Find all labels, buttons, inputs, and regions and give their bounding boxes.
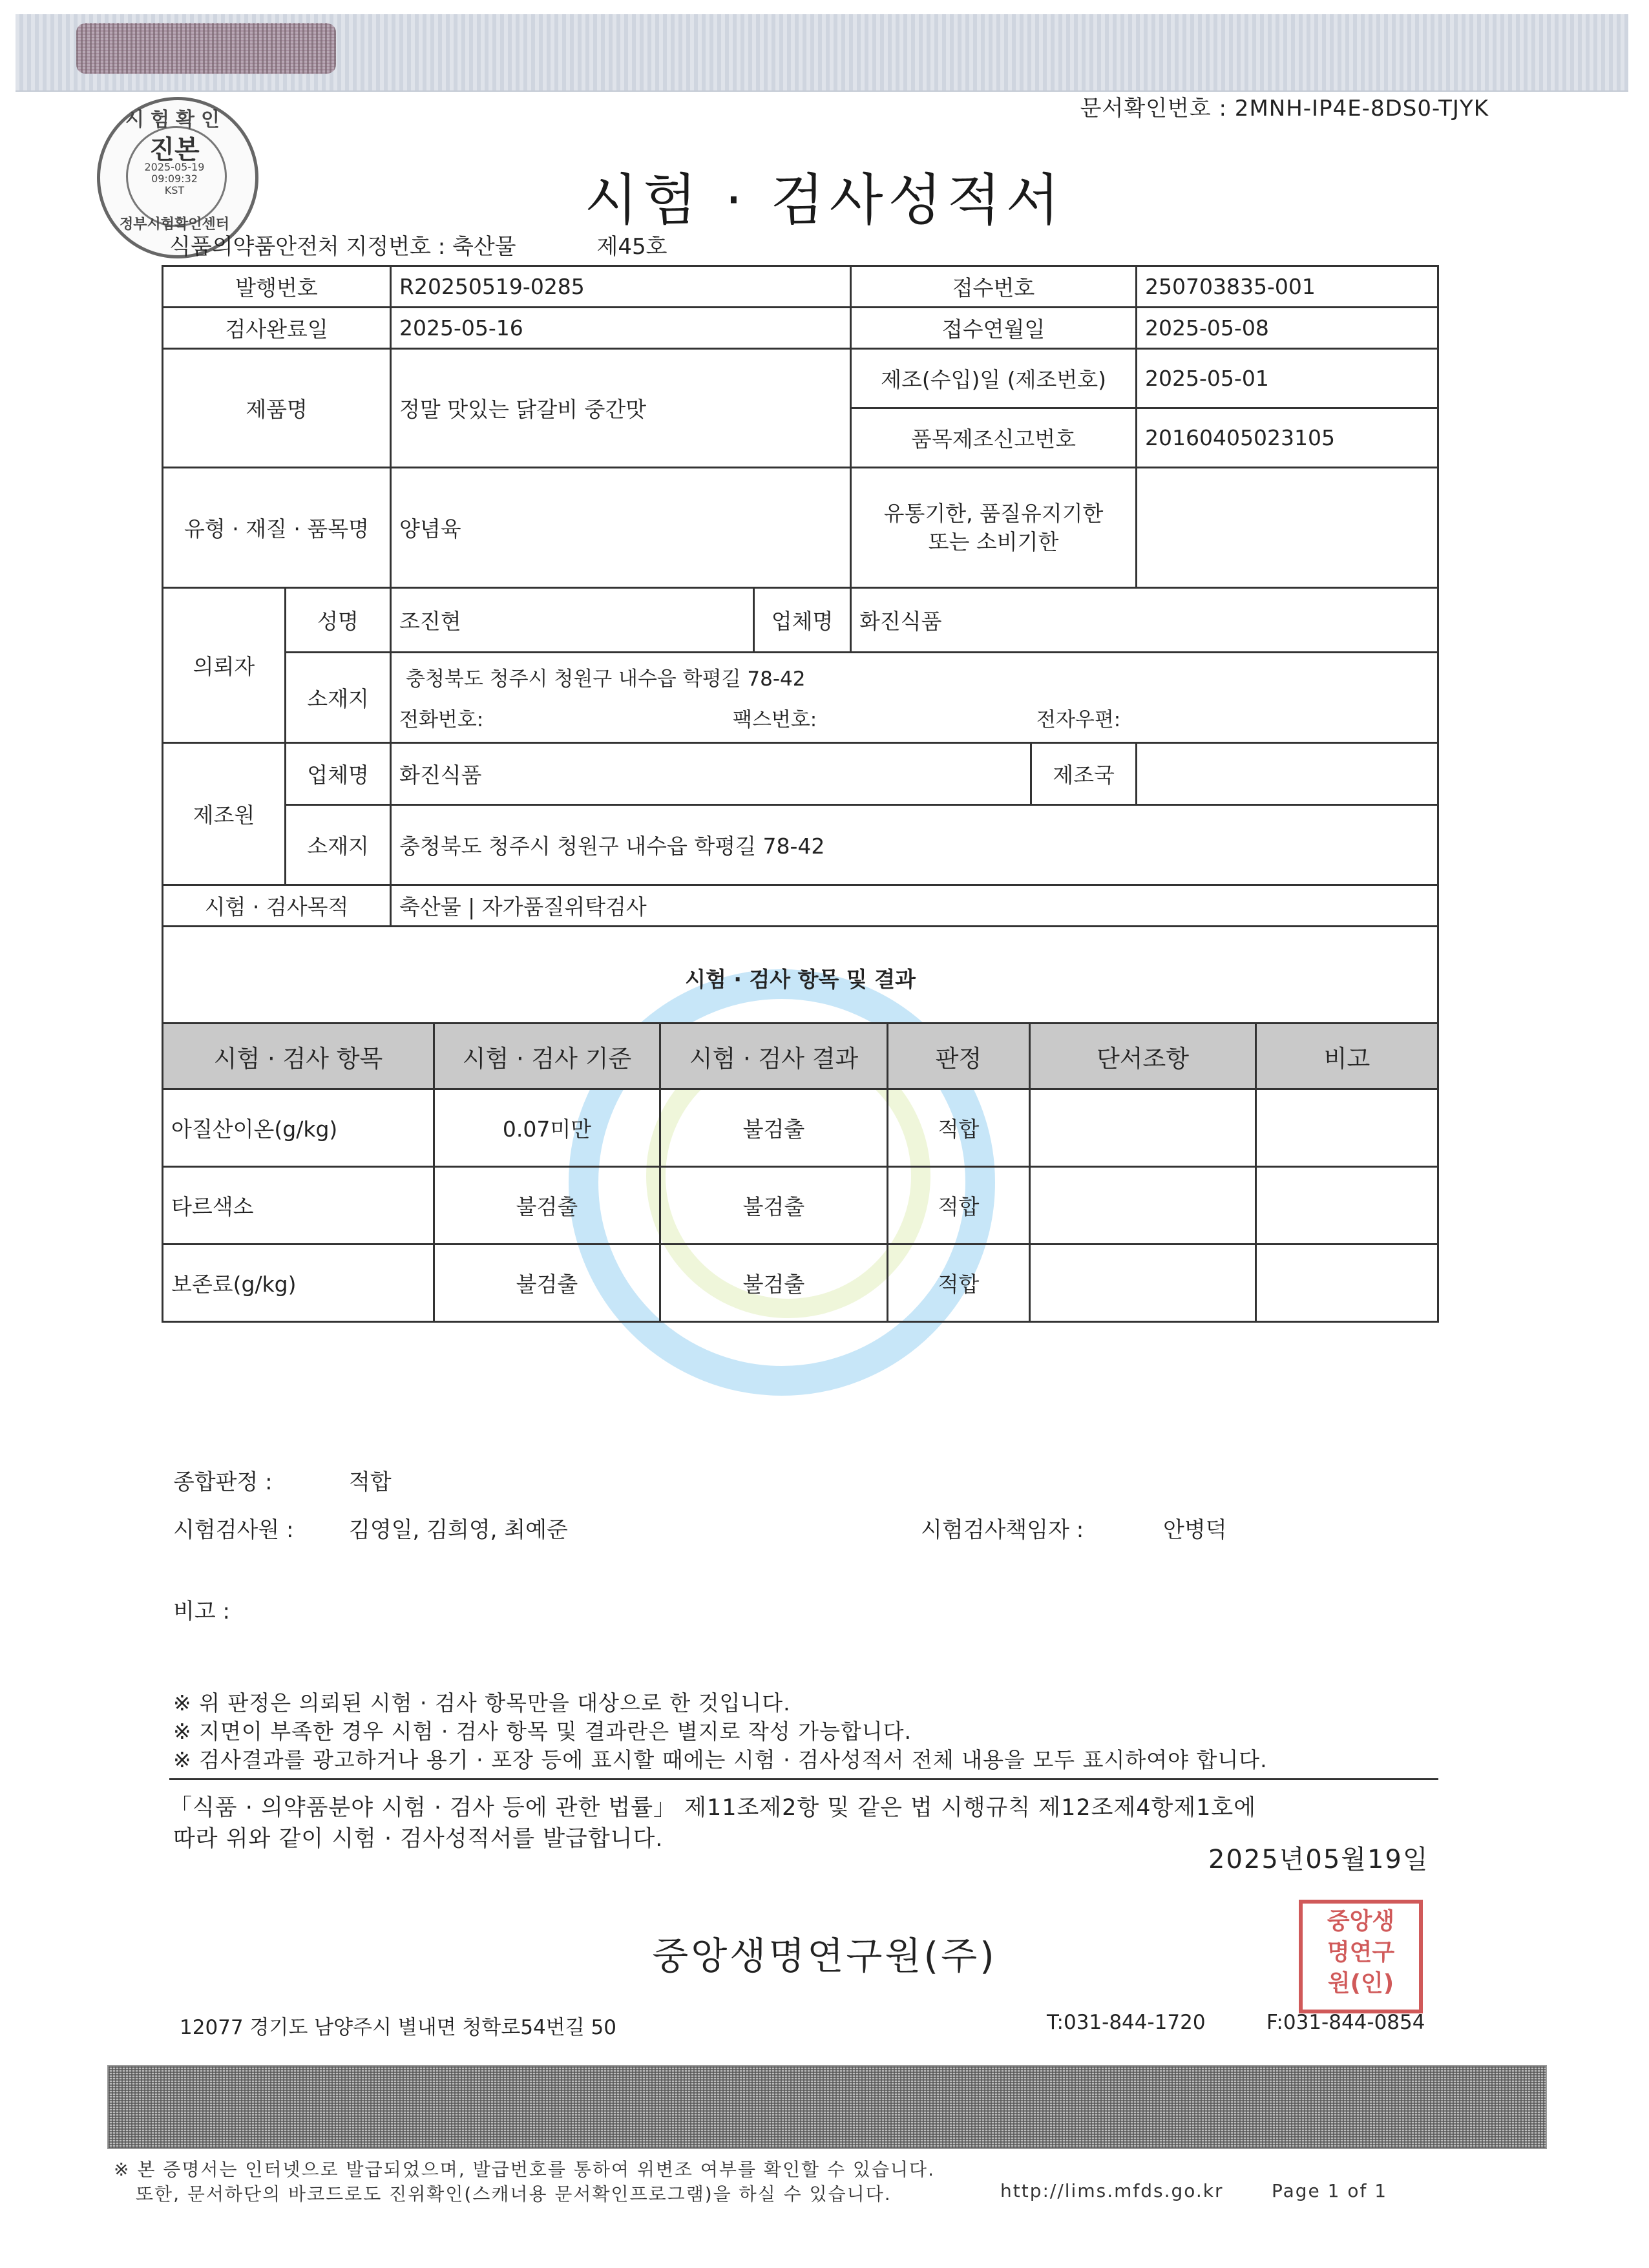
complete-date-label: 검사완료일 <box>163 308 391 349</box>
stamp-line-2: 명연구 <box>1327 1939 1395 1966</box>
col-header-result: 시험 · 검사 결과 <box>660 1024 888 1089</box>
purpose-value: 축산물 | 자가품질위탁검사 <box>391 885 1438 927</box>
receipt-date-value: 2025-05-08 <box>1137 308 1438 349</box>
receipt-no-label: 접수번호 <box>851 266 1137 308</box>
requester-address-cell <box>391 653 1438 743</box>
expiry-label-line2: 또는 소비기한 <box>928 529 1059 554</box>
requester-name-value: 조진현 <box>391 588 754 653</box>
col-header-standard: 시험 · 검사 기준 <box>434 1024 660 1089</box>
issuer-address: 12077 경기도 남양주시 별내면 청학로54번길 50 <box>180 2016 616 2039</box>
result-verdict: 적합 <box>888 1167 1030 1244</box>
issuer-fax: F:031-844-0854 <box>1266 2011 1425 2034</box>
manufacturer-company-value: 화진식품 <box>391 743 1031 805</box>
top-barcode <box>76 23 336 74</box>
type-label: 유형 · 재질 · 품목명 <box>163 468 391 588</box>
page-indicator: Page 1 of 1 <box>1272 2180 1388 2201</box>
manufacturer-country-label: 제조국 <box>1031 743 1137 805</box>
footer-note-line-1: ※ 본 증명서는 인터넷으로 발급되었으며, 발급번호를 통하여 위변조 여부를 확인할 수 있습니다. <box>114 2159 935 2180</box>
requester-address-label: 소재지 <box>286 653 391 743</box>
bottom-barcode <box>107 2065 1547 2149</box>
result-item: 타르색소 <box>163 1167 434 1244</box>
result-value: 불검출 <box>660 1089 888 1167</box>
result-item: 아질산이온(g/kg) <box>163 1089 434 1167</box>
footer-note-line-2: 또한, 문서하단의 바코드로도 진위확인(스캐너용 문서확인프로그램)을 하실 수 있습니다. <box>136 2183 892 2205</box>
note-line-3: ※ 검사결과를 광고하거나 용기 · 포장 등에 표시할 때에는 시험 · 검사성적서 전체 내용을 모두 표시하여야 합니다. <box>173 1747 1268 1772</box>
remark-label: 비고 : <box>173 1599 230 1624</box>
seal-bottom-text: 정부시험확인센터 <box>119 216 230 233</box>
results-header-row <box>163 1024 1438 1089</box>
report-no-value: 20160405023105 <box>1137 408 1438 468</box>
results-table <box>162 1022 1439 1323</box>
requester-address-value: 충청북도 청주시 청원구 내수읍 학평길 78-42 <box>406 667 806 691</box>
document-title: 시험 · 검사성적서 <box>584 168 1065 233</box>
overall-verdict-label: 종합판정 : <box>173 1469 273 1495</box>
result-item: 보존료(g/kg) <box>163 1244 434 1322</box>
result-verdict: 적합 <box>888 1244 1030 1322</box>
table-row <box>163 1167 1438 1244</box>
receipt-no-value: 250703835-001 <box>1137 266 1438 308</box>
result-proviso <box>1030 1089 1256 1167</box>
col-header-item: 시험 · 검사 항목 <box>163 1024 434 1089</box>
requester-email-label: 전자우편: <box>1036 708 1121 731</box>
requester-company-value: 화진식품 <box>851 588 1438 653</box>
manufacturer-country-value <box>1137 743 1438 805</box>
testers-value: 김영일, 김희영, 최예준 <box>349 1517 568 1543</box>
seal-time: 09:09:32 <box>151 173 198 185</box>
document-confirm-number: 문서확인번호 : 2MNH-IP4E-8DS0-TJYK <box>1080 96 1489 121</box>
issuer-stamp <box>1299 1900 1423 2013</box>
issue-no-value: R20250519-0285 <box>391 266 851 308</box>
testers-label: 시험검사원 : <box>173 1517 294 1543</box>
designation-label: 식품의약품안전처 지정번호 : 축산물 <box>169 234 516 260</box>
result-remark <box>1256 1089 1438 1167</box>
manufacturer-group-label: 제조원 <box>163 743 286 885</box>
result-proviso <box>1030 1167 1256 1244</box>
result-remark <box>1256 1167 1438 1244</box>
issue-no-label: 발행번호 <box>163 266 391 308</box>
manager-value: 안병덕 <box>1163 1517 1227 1543</box>
seal-timezone: KST <box>164 184 185 196</box>
manufacturer-address-value: 충청북도 청주시 청원구 내수읍 학평길 78-42 <box>391 805 1438 885</box>
requester-fax-label: 팩스번호: <box>733 708 817 731</box>
issuer-name: 중앙생명연구원(주) <box>652 1934 997 1978</box>
designation-line <box>169 229 667 260</box>
legal-line-2: 따라 위와 같이 시험 · 검사성적서를 발급합니다. <box>173 1826 664 1852</box>
result-standard: 불검출 <box>434 1244 660 1322</box>
note-line-1: ※ 위 판정은 의뢰된 시험 · 검사 항목만을 대상으로 한 것입니다. <box>173 1690 791 1716</box>
result-verdict: 적합 <box>888 1089 1030 1167</box>
stamp-line-3: 원(인) <box>1327 1970 1394 1997</box>
seal-main-text: 진본 <box>149 135 200 165</box>
report-no-label: 품목제조신고번호 <box>851 408 1137 468</box>
designation-number: 제45호 <box>596 234 667 260</box>
result-remark <box>1256 1244 1438 1322</box>
footer-url-link[interactable]: http://lims.mfds.go.kr <box>1000 2180 1224 2201</box>
col-header-proviso: 단서조항 <box>1030 1024 1256 1089</box>
mfg-date-value: 2025-05-01 <box>1137 349 1438 408</box>
col-header-verdict: 판정 <box>888 1024 1030 1089</box>
requester-phone-label: 전화번호: <box>399 708 484 731</box>
seal-top-text: 시험확인 <box>125 109 226 131</box>
result-value: 불검출 <box>660 1244 888 1322</box>
requester-name-label: 성명 <box>286 588 391 653</box>
product-value: 정말 맛있는 닭갈비 중간맛 <box>391 349 851 468</box>
product-label: 제품명 <box>163 349 391 468</box>
col-header-remark: 비고 <box>1256 1024 1438 1089</box>
expiry-value <box>1137 468 1438 588</box>
divider-line <box>169 1778 1438 1780</box>
results-section-title: 시험 · 검사 항목 및 결과 <box>163 927 1438 1030</box>
issuer-tel: T:031-844-1720 <box>1047 2011 1206 2034</box>
manufacturer-address-label: 소재지 <box>286 805 391 885</box>
info-table <box>162 265 1439 1031</box>
result-standard: 0.07미만 <box>434 1089 660 1167</box>
overall-verdict-value: 적합 <box>349 1469 392 1495</box>
manufacturer-company-label: 업체명 <box>286 743 391 805</box>
seal-date: 2025-05-19 <box>144 161 205 173</box>
receipt-date-label: 접수연월일 <box>851 308 1137 349</box>
table-row <box>163 1089 1438 1167</box>
legal-line-1: 「식품 · 의약품분야 시험 · 검사 등에 관한 법률」 제11조제2항 및 같은 법 시행규칙 제12조제4항제1호에 <box>169 1795 1257 1821</box>
complete-date-value: 2025-05-16 <box>391 308 851 349</box>
stamp-line-1: 중앙생 <box>1327 1908 1395 1935</box>
purpose-label: 시험 · 검사목적 <box>163 885 391 927</box>
requester-group-label: 의뢰자 <box>163 588 286 743</box>
manager-label: 시험검사책임자 : <box>921 1517 1084 1543</box>
result-value: 불검출 <box>660 1167 888 1244</box>
result-proviso <box>1030 1244 1256 1322</box>
expiry-label <box>851 468 1137 588</box>
table-row <box>163 1244 1438 1322</box>
type-value: 양념육 <box>391 468 851 588</box>
note-line-2: ※ 지면이 부족한 경우 시험 · 검사 항목 및 결과란은 별지로 작성 가능합니다. <box>173 1719 912 1744</box>
requester-company-label: 업체명 <box>754 588 851 653</box>
issue-date: 2025년05월19일 <box>1208 1845 1429 1874</box>
result-standard: 불검출 <box>434 1167 660 1244</box>
requester-contacts <box>399 703 1429 731</box>
expiry-label-line1: 유통기한, 품질유지기한 <box>883 500 1104 526</box>
mfg-date-label: 제조(수입)일 (제조번호) <box>851 349 1137 408</box>
